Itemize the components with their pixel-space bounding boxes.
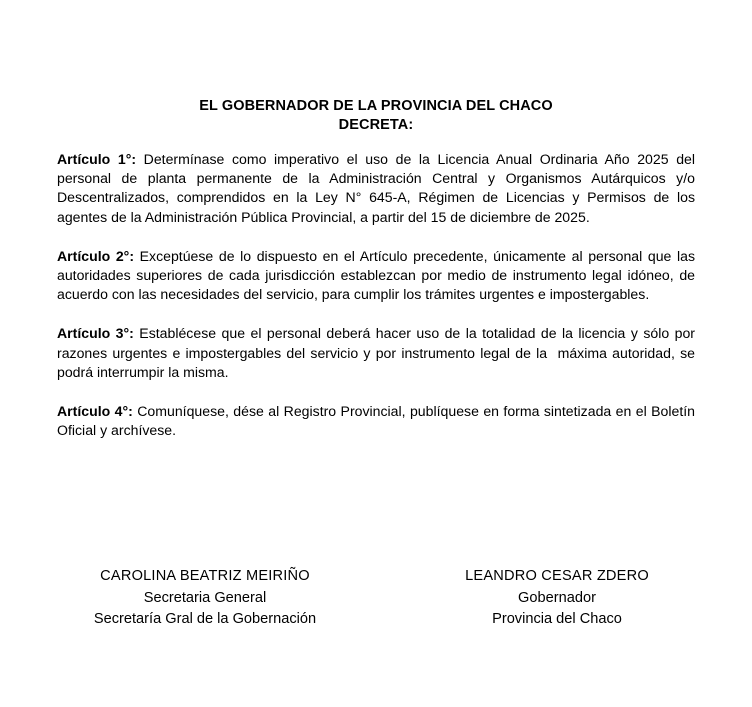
signature-secretaria-general	[0, 566, 376, 631]
article-1-text: Determínase como imperativo el uso de la Licencia Anual Ordinaria Año 2025 del personal de planta permanente de la Administración Central y Organismos Autárquicos y/o Descentralizados, comprendidos en la Ley N° 645-A, Régimen de Licencias y Permisos de los agentes de la Administración Pública Provincial, a partir del 15 de diciembre de 2025.	[57, 151, 699, 225]
signatory-org: Provincia del Chaco	[492, 611, 622, 627]
signatory-org: Secretaría Gral de la Gobernación	[93, 611, 317, 627]
heading-line-authority: EL GOBERNADOR DE LA PROVINCIA DEL CHACO	[199, 98, 553, 114]
decree-heading	[0, 97, 752, 135]
article-4	[57, 402, 699, 440]
article-4-text: Comuníquese, dése al Registro Provincial, publíquese en forma sintetizada en el Boletín Oficial y archívese.	[57, 403, 699, 439]
article-4-label: Artículo 4°:	[57, 403, 133, 420]
signatory-role: Gobernador	[518, 589, 596, 606]
signature-block	[0, 566, 752, 631]
article-2-text: Exceptúese de lo dispuesto en el Artículo precedente, únicamente al personal que las autoridades superiores de cada jurisdicción establezcan por medio de instrumento legal idóneo, de acuerdo con las necesidades del servicio, para cumplir los trámites urgentes e impostergables.	[57, 247, 699, 303]
article-1-label: Artículo 1°:	[57, 151, 137, 167]
heading-line-decreta: DECRETA:	[338, 117, 414, 133]
article-3-text: Establécese que el personal deberá hacer uso de la totalidad de la licencia y sólo por razones urgentes e impostergables del servicio y por instrumento legal de la máxima autoridad, se podrá interrumpir la misma.	[57, 325, 699, 380]
article-3-label: Artículo 3°:	[57, 325, 134, 342]
article-1	[57, 150, 699, 227]
signatory-name: CAROLINA BEATRIZ MEIRIÑO	[100, 568, 310, 584]
signature-gobernador	[376, 566, 752, 631]
signatory-name: LEANDRO CESAR ZDERO	[465, 568, 649, 584]
signatory-role: Secretaria General	[143, 589, 267, 606]
article-2	[57, 247, 699, 305]
article-3	[57, 324, 699, 382]
decree-body	[57, 150, 699, 440]
article-2-label: Artículo 2°:	[57, 247, 135, 264]
